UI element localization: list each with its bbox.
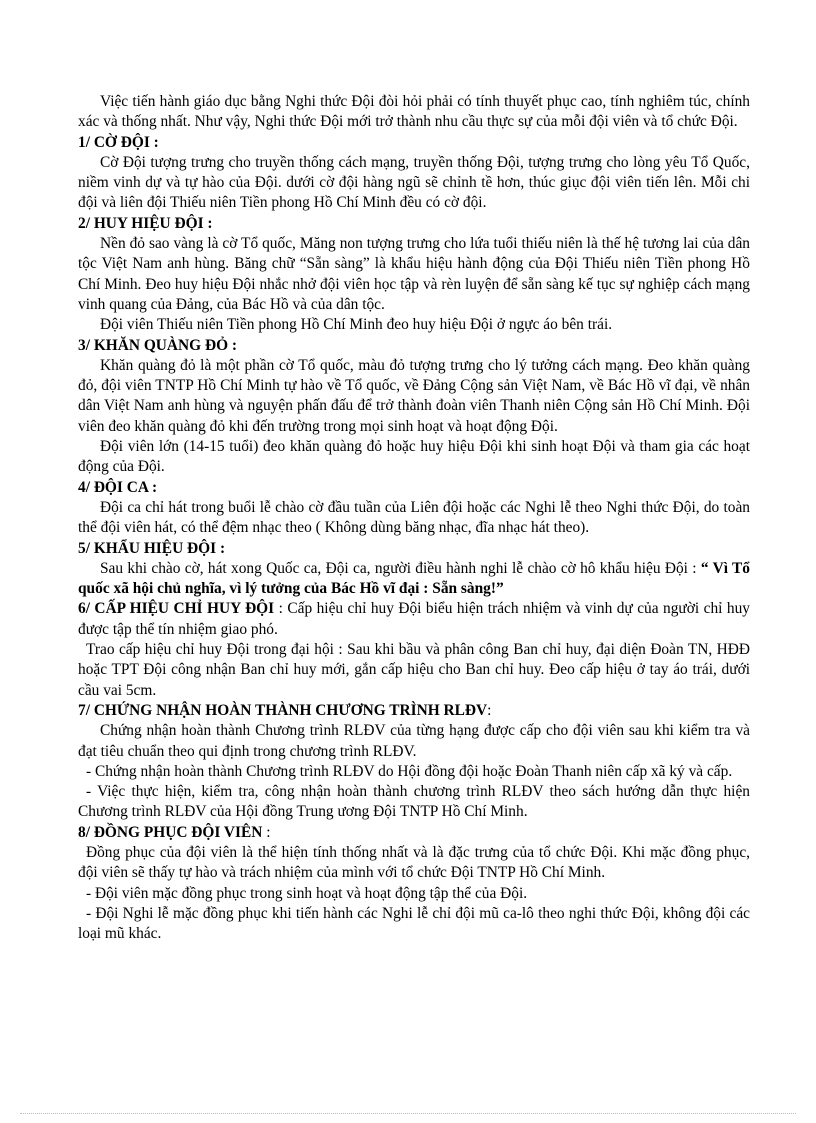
section-8-heading: 8/ ĐỒNG PHỤC ĐỘI VIÊN	[78, 823, 263, 841]
section-7-paragraph-1: Chứng nhận hoàn thành Chương trình RLĐV của từng hạng được cấp cho đội viên sau khi kiểm tra và đạt tiêu chuẩn theo qui định trong chương trình RLĐV.	[78, 722, 750, 760]
section-1-paragraph: Cờ Đội tượng trưng cho truyền thống cách mạng, truyền thống Đội, tượng trưng cho lòng yêu Tổ Quốc, niềm vinh dự và tự hào của Đội. dưới cờ đội hàng ngũ sẽ chỉnh tề hơn, thúc giục đội viên tiến lên. Mỗi chi đội và liên đội Thiếu niên Tiền phong Hồ Chí Minh đều có cờ đội.	[78, 153, 750, 212]
section-6-text: : Cấp hiệu chỉ huy Đội biểu hiện trách nhiệm và vinh dự của người chỉ huy được tập thể tín nhiệm giao phó.	[78, 600, 750, 638]
section-4-paragraph: Đội ca chỉ hát trong buổi lễ chào cờ đầu tuần của Liên đội hoặc các Nghi lễ theo Nghi thức Đội, do toàn thể đội viên hát, có thể đệm nhạc theo ( Không dùng băng nhạc, đĩa nhạc hát theo).	[78, 498, 750, 537]
section-5-heading: 5/ KHẨU HIỆU ĐỘI :	[78, 539, 226, 557]
section-6-paragraph-2: Trao cấp hiệu chỉ huy Đội trong đại hội : Sau khi bầu và phân công Ban chỉ huy, đại diện Đoàn TN, HĐĐ hoặc TPT Đội công nhận Ban chỉ huy mới, gắn cấp hiệu cho Ban chỉ huy. Đeo cấp hiệu ở tay áo trái, dưới cầu vai 5cm.	[78, 641, 750, 699]
intro-paragraph: Việc tiến hành giáo dục bằng Nghi thức Đội đòi hỏi phải có tính thuyết phục cao, tính nghiêm túc, chính xác và thống nhất. Như vậy, Nghi thức Đội mới trở thành nhu cầu thực sự của mỗi đội viên và tổ chức Đội.	[78, 93, 750, 131]
section-7-paragraph-2: - Chứng nhận hoàn thành Chương trình RLĐV do Hội đồng đội hoặc Đoàn Thanh niên cấp xã ký và cấp.	[86, 762, 733, 780]
section-4-heading: 4/ ĐỘI CA :	[78, 478, 158, 496]
section-2-paragraph-1: Nền đỏ sao vàng là cờ Tổ quốc, Măng non tượng trưng cho lứa tuổi thiếu niên là thế hệ tương lai của dân tộc Việt Nam anh hùng. Băng chữ “Sẵn sàng” là khẩu hiệu hành động của Đội Thiếu niên Tiền phong Hồ Chí Minh. Đeo huy hiệu Đội nhắc nhở đội viên học tập và rèn luyện để sẵn sàng kế tục sự nghiệp cách mạng vinh quang của Đảng, của Bác Hồ và của dân tộc.	[78, 235, 750, 313]
section-2-paragraph-2: Đội viên Thiếu niên Tiền phong Hồ Chí Minh đeo huy hiệu Đội ở ngực áo bên trái.	[100, 316, 613, 334]
section-8-paragraph-2: - Đội viên mặc đồng phục trong sinh hoạt và hoạt động tập thể của Đội.	[86, 884, 528, 902]
section-5-paragraph	[78, 559, 750, 600]
section-1-heading: 1/ CỜ ĐỘI :	[78, 133, 159, 151]
page-bottom-border	[20, 1113, 796, 1114]
section-8-heading-line	[78, 823, 750, 843]
section-7-paragraph-3: - Việc thực hiện, kiểm tra, công nhận hoàn thành chương trình RLĐV theo sách hướng dẫn thực hiện Chương trình RLĐV của Hội đồng Trung ương Đội TNTP Hồ Chí Minh.	[78, 783, 750, 821]
section-3-heading: 3/ KHĂN QUÀNG ĐỎ :	[78, 336, 238, 354]
section-7-colon: :	[487, 701, 492, 719]
section-3-paragraph-2: Đội viên lớn (14-15 tuổi) đeo khăn quàng đỏ hoặc huy hiệu Đội khi sinh hoạt Đội và tham gia các hoạt động của Đội.	[78, 438, 750, 476]
section-5-text: Sau khi chào cờ, hát xong Quốc ca, Đội ca, người điều hành nghi lễ chào cờ hô khẩu hiệu Đội :	[100, 559, 697, 577]
section-8-colon: :	[266, 823, 271, 841]
section-7-heading: 7/ CHỨNG NHẬN HOÀN THÀNH CHƯƠNG TRÌNH RLĐV	[78, 701, 488, 719]
section-6-paragraph-1	[78, 599, 750, 640]
section-6-heading: 6/ CẤP HIỆU CHỈ HUY ĐỘI	[78, 600, 275, 618]
section-2-heading: 2/ HUY HIỆU ĐỘI :	[78, 214, 213, 232]
section-8-paragraph-1: Đồng phục của đội viên là thể hiện tính thống nhất và là đặc trưng của tổ chức Đội. Khi mặc đồng phục, đội viên sẽ thấy tự hào và trách nhiệm của mình với tổ chức Đội TNTP Hồ Chí Minh.	[78, 843, 750, 882]
section-7-heading-line	[78, 701, 750, 721]
section-3-paragraph-1: Khăn quàng đỏ là một phần cờ Tổ quốc, màu đỏ tượng trưng cho lý tưởng cách mạng. Đeo khăn quàng đỏ, đội viên TNTP Hồ Chí Minh tự hào về Tổ quốc, về Đảng Cộng sản Việt Nam, về Bác Hồ vĩ đại, về nhân dân Việt Nam anh hùng và nguyện phấn đấu để trở thành đoàn viên Thanh niên Cộng sản Hồ Chí Minh. Đội viên đeo khăn quàng đỏ khi đến trường trong mọi sinh hoạt và hoạt động Đội.	[78, 356, 750, 435]
document-page	[78, 92, 750, 944]
team-slogan: “ Vì Tổ quốc xã hội chủ nghĩa, vì lý tưởng của Bác Hồ vĩ đại : Sẵn sàng!”	[78, 559, 751, 598]
section-8-paragraph-3: - Đội Nghi lễ mặc đồng phục khi tiến hành các Nghi lễ chỉ đội mũ ca-lô theo nghi thức Đội, không đội các loại mũ khác.	[78, 904, 750, 943]
